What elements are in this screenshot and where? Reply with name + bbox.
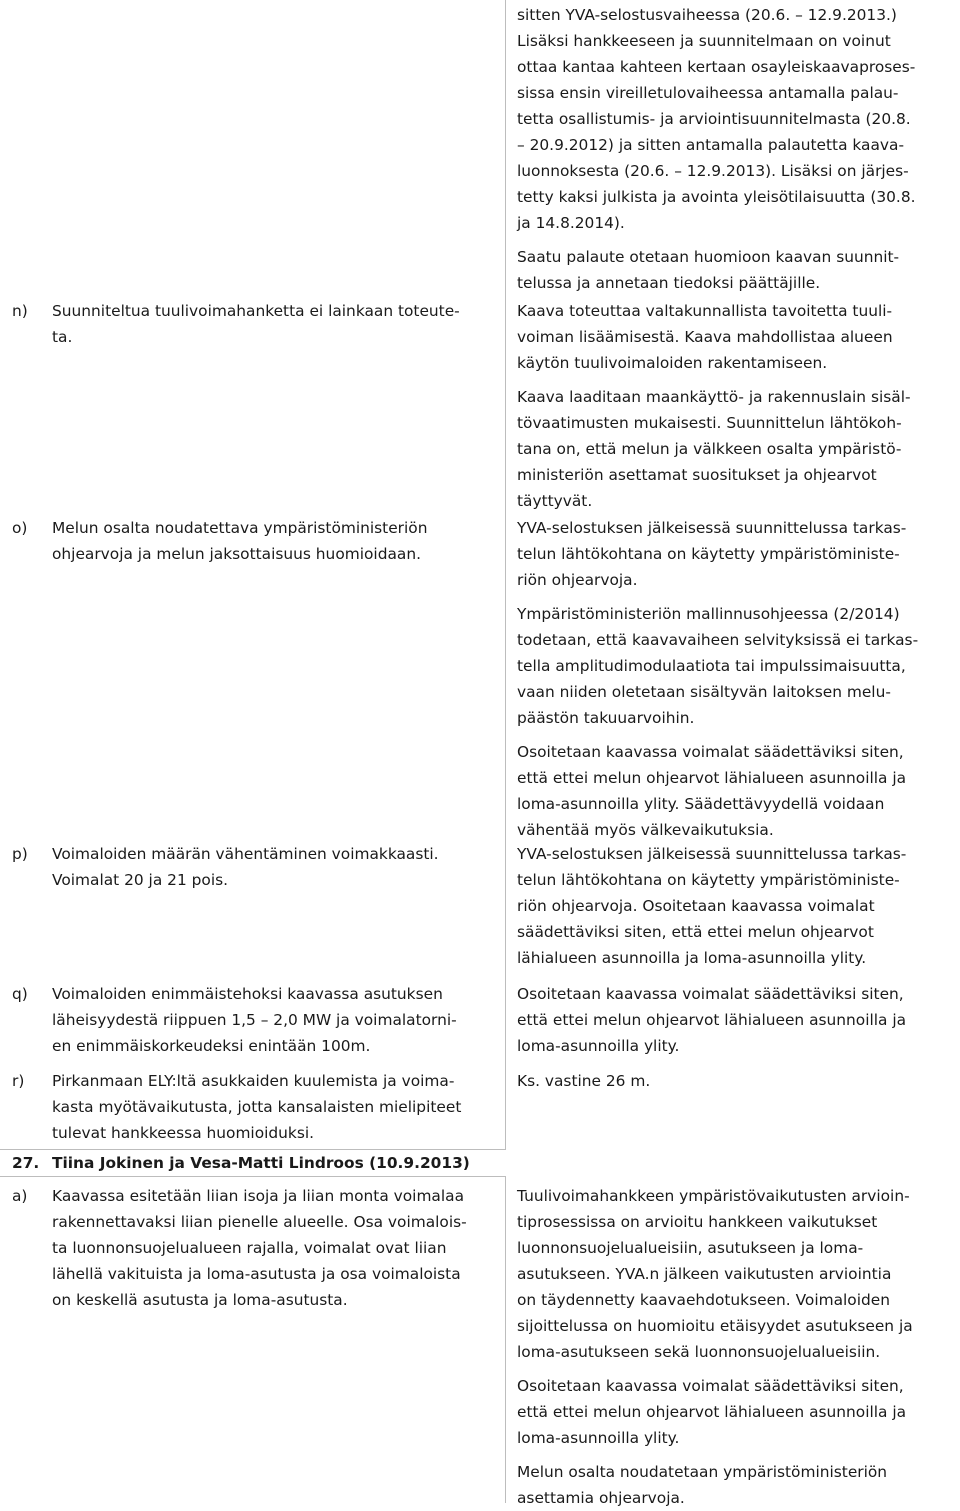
response-a bbox=[517, 1183, 953, 1511]
response-paragraph: Saatu palaute otetaan huomioon kaavan suunnit- telussa ja annetaan tiedoksi päättäjille. bbox=[517, 248, 900, 292]
response-o bbox=[517, 515, 953, 843]
response-paragraph: Kaava laaditaan maankäyttö- ja rakennuslain sisäl- tövaatimusten mukaisesti. Suunnittelun lähtökoh- tana on, että melun ja välkkeen osalta ympäristö- ministeriön asettamat suositukset ja ohjearvot täyttyvät. bbox=[517, 388, 911, 510]
response-paragraph: sitten YVA-selostusvaiheessa (20.6. – 12.9.2013.) Lisäksi hankkeeseen ja suunnitelmaan on voinut ottaa kantaa kahteen kertaan osayleiskaavaproses- sissa ensin vireilletulovaiheessa antamalla palau- tetta osallistumis- ja arviointisuunnitelmasta (20.8. – 20.9.2012) ja sitten antamalla palautetta kaava- luonnoksesta (20.6. – 12.9.2013). Lisäksi on järjes- tetty kaksi julkista ja avointa yleisötilaisuutta (30.8. ja 14.8.2014). bbox=[517, 6, 916, 232]
response-paragraph: YVA-selostuksen jälkeisessä suunnittelussa tarkas- telun lähtökohtana on käytetty ympäristöministe- riön ohjearvoja. bbox=[517, 519, 907, 589]
response-paragraph: Ympäristöministeriön mallinnusohjeessa (2/2014) todetaan, että kaavavaiheen selvityksissä ei tarkas- tella amplitudimodulaatiota tai impulssimaisuutta, vaan niiden oletetaan sisältyvän laitoksen melu- päästön takuuarvoihin. bbox=[517, 605, 919, 727]
item-letter: a) bbox=[12, 1187, 28, 1205]
item-letter: n) bbox=[12, 302, 28, 320]
item-letter: p) bbox=[12, 845, 28, 863]
section-heading bbox=[12, 1150, 470, 1176]
response-paragraph: Kaava toteuttaa valtakunnallista tavoitetta tuuli- voiman lisäämisestä. Kaava mahdollistaa alueen käytön tuulivoimaloiden rakentamiseen. bbox=[517, 302, 893, 372]
response-paragraph: YVA-selostuksen jälkeisessä suunnittelussa tarkas- telun lähtökohtana on käytetty ympäristöministe- riön ohjearvoja. Osoitetaan kaavassa voimalat säädettäviksi siten, että ettei melun ohjearvot lähialueen asunnoilla ja loma-asunnoilla ylity. bbox=[517, 845, 907, 967]
comment-text: Pirkanmaan ELY:ltä asukkaiden kuulemista ja voima- kasta myötävaikutusta, jotta kansalaisten mielipiteet tulevat hankkeessa huomioiduksi. bbox=[52, 1072, 462, 1142]
comment-item-n bbox=[12, 298, 497, 350]
response-paragraph: Osoitetaan kaavassa voimalat säädettäviksi siten, että ettei melun ohjearvot lähialueen asunnoilla ja loma-asunnoilla ylity. bbox=[517, 985, 907, 1055]
response-n bbox=[517, 298, 953, 514]
comment-item-a bbox=[12, 1183, 497, 1313]
response-paragraph: Osoitetaan kaavassa voimalat säädettäviksi siten, että ettei melun ohjearvot lähialueen asunnoilla ja loma-asunnoilla ylity. Säädettävyydellä voidaan vähentää myös välkevaikutuksia. bbox=[517, 743, 907, 839]
comment-text: Voimaloiden enimmäistehoksi kaavassa asutuksen läheisyydestä riippuen 1,5 – 2,0 MW ja voimalatorni- en enimmäiskorkeudeksi enintään 100m. bbox=[52, 985, 457, 1055]
section-number: 27. bbox=[12, 1154, 40, 1172]
comment-text: Kaavassa esitetään liian isoja ja liian monta voimalaa rakennettavaksi liian pienelle alueelle. Osa voimalois- ta luonnonsuojelualueen rajalla, voimalat ovat liian lähellä vakituista ja loma-asutusta ja osa voimaloista on keskellä asutusta ja loma-asutusta. bbox=[52, 1187, 467, 1309]
item-letter: q) bbox=[12, 985, 28, 1003]
response-paragraph: Ks. vastine 26 m. bbox=[517, 1072, 651, 1090]
response-p bbox=[517, 841, 953, 971]
column-divider bbox=[505, 0, 506, 1150]
item-letter: r) bbox=[12, 1072, 25, 1090]
response-paragraph: Osoitetaan kaavassa voimalat säädettäviksi siten, että ettei melun ohjearvot lähialueen asunnoilla ja loma-asunnoilla ylity. bbox=[517, 1377, 907, 1447]
section-title: Tiina Jokinen ja Vesa-Matti Lindroos (10.9.2013) bbox=[52, 1154, 470, 1172]
response-q bbox=[517, 981, 953, 1059]
row-divider bbox=[0, 1176, 505, 1177]
response-paragraph: Melun osalta noudatetaan ympäristöministeriön asettamia ohjearvoja. bbox=[517, 1463, 888, 1507]
response-r bbox=[517, 1068, 953, 1094]
comment-item-o bbox=[12, 515, 497, 567]
comment-text: Voimaloiden määrän vähentäminen voimakkaasti. Voimalat 20 ja 21 pois. bbox=[52, 845, 439, 889]
comment-text: Melun osalta noudatettava ympäristöministeriön ohjearvoja ja melun jaksottaisuus huomioidaan. bbox=[52, 519, 428, 563]
item-letter: o) bbox=[12, 519, 28, 537]
response-paragraph: Tuulivoimahankkeen ympäristövaikutusten arvioin- tiprosessissa on arvioitu hankkeen vaikutukset luonnonsuojelualueisiin, asutukseen ja loma- asutukseen. YVA.n jälkeen vaikutusten arviointia on täydennetty kaavaehdotukseen. Voimaloiden sijoittelussa on huomioitu etäisyydet asutukseen ja loma-asutukseen sekä luonnonsuojelualueisiin. bbox=[517, 1187, 913, 1361]
comment-item-p bbox=[12, 841, 497, 893]
comment-item-q bbox=[12, 981, 497, 1059]
comment-text: Suunniteltua tuulivoimahanketta ei lainkaan toteute- ta. bbox=[52, 302, 460, 346]
column-divider bbox=[505, 1176, 506, 1503]
continuation-response bbox=[517, 2, 953, 296]
comment-item-r bbox=[12, 1068, 497, 1146]
